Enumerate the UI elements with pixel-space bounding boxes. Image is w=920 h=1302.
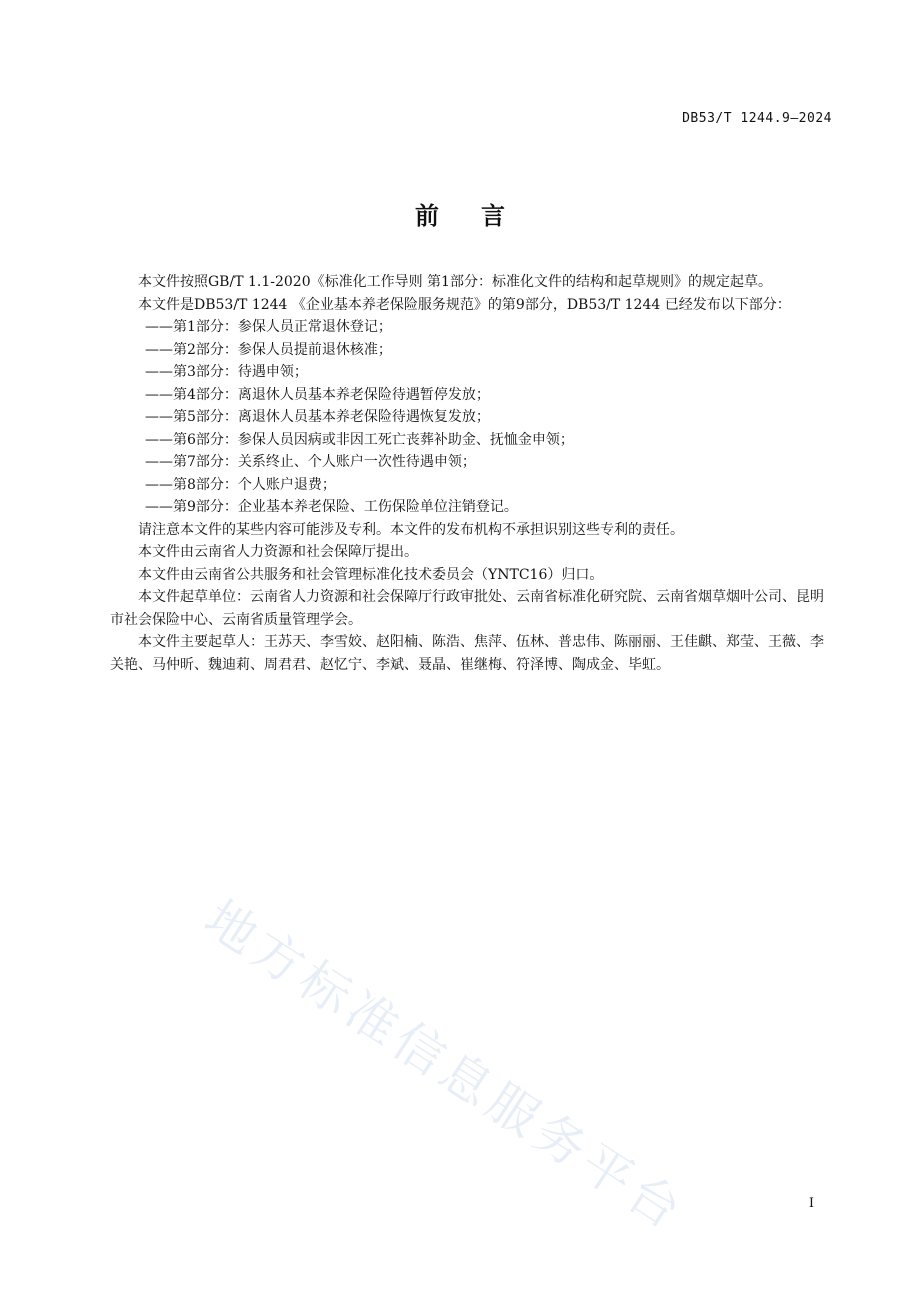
list-item: ——第3部分：待遇申领； [145,364,308,380]
list-item: ——第4部分：离退休人员基本养老保险待遇暂停发放； [145,386,490,403]
list-item: ——第1部分：参保人员正常退休登记； [145,319,392,335]
watermark: 地方标准信息服务平台 [194,889,696,1243]
list-item: ——第7部分：关系终止、个人账户一次性待遇申领； [145,454,476,470]
parts-list [110,316,832,519]
document-body [110,271,832,676]
list-item: ——第5部分：离退休人员基本养老保险待遇恢复发放； [145,409,490,425]
document-code: DB53/T 1244.9—2024 [682,111,832,126]
paragraph: 本文件由云南省公共服务和社会管理标准化技术委员会（YNTC16）归口。 [138,566,604,583]
list-item: ——第6部分：参保人员因病或非因工死亡丧葬补助金、抚恤金申领； [145,431,574,448]
page-number: I [808,1196,814,1211]
paragraph: 本文件按照GB/T 1.1-2020《标准化工作导则 第1部分：标准化文件的结构和起草规则》的规定起草。 [138,274,772,290]
paragraph: 本文件主要起草人：王苏天、李雪姣、赵阳楠、陈浩、焦萍、伍林、普忠伟、陈丽丽、王佳麒、郑莹、王薇、李关艳、马仲昕、魏迪莉、周君君、赵忆宁、李斌、聂晶、崔继梅、符泽博、陶成金、毕虹。 [110,634,824,673]
paragraph: 请注意本文件的某些内容可能涉及专利。本文件的发布机构不承担识别这些专利的责任。 [138,521,684,538]
list-item: ——第8部分：个人账户退费； [145,476,336,493]
paragraph: 本文件是DB53/T 1244 《企业基本养老保险服务规范》的第9部分，DB53/T 1244 已经发布以下部分： [138,296,791,313]
page-title: 前言 [415,202,547,230]
paragraph: 本文件由云南省人力资源和社会保障厅提出。 [138,544,418,560]
list-item: ——第2部分：参保人员提前退休核准； [145,341,392,358]
list-item: ——第9部分：企业基本养老保险、工伤保险单位注销登记。 [145,499,518,515]
paragraph: 本文件起草单位：云南省人力资源和社会保障厅行政审批处、云南省标准化研究院、云南省烟草烟叶公司、昆明市社会保险中心、云南省质量管理学会。 [110,589,824,628]
